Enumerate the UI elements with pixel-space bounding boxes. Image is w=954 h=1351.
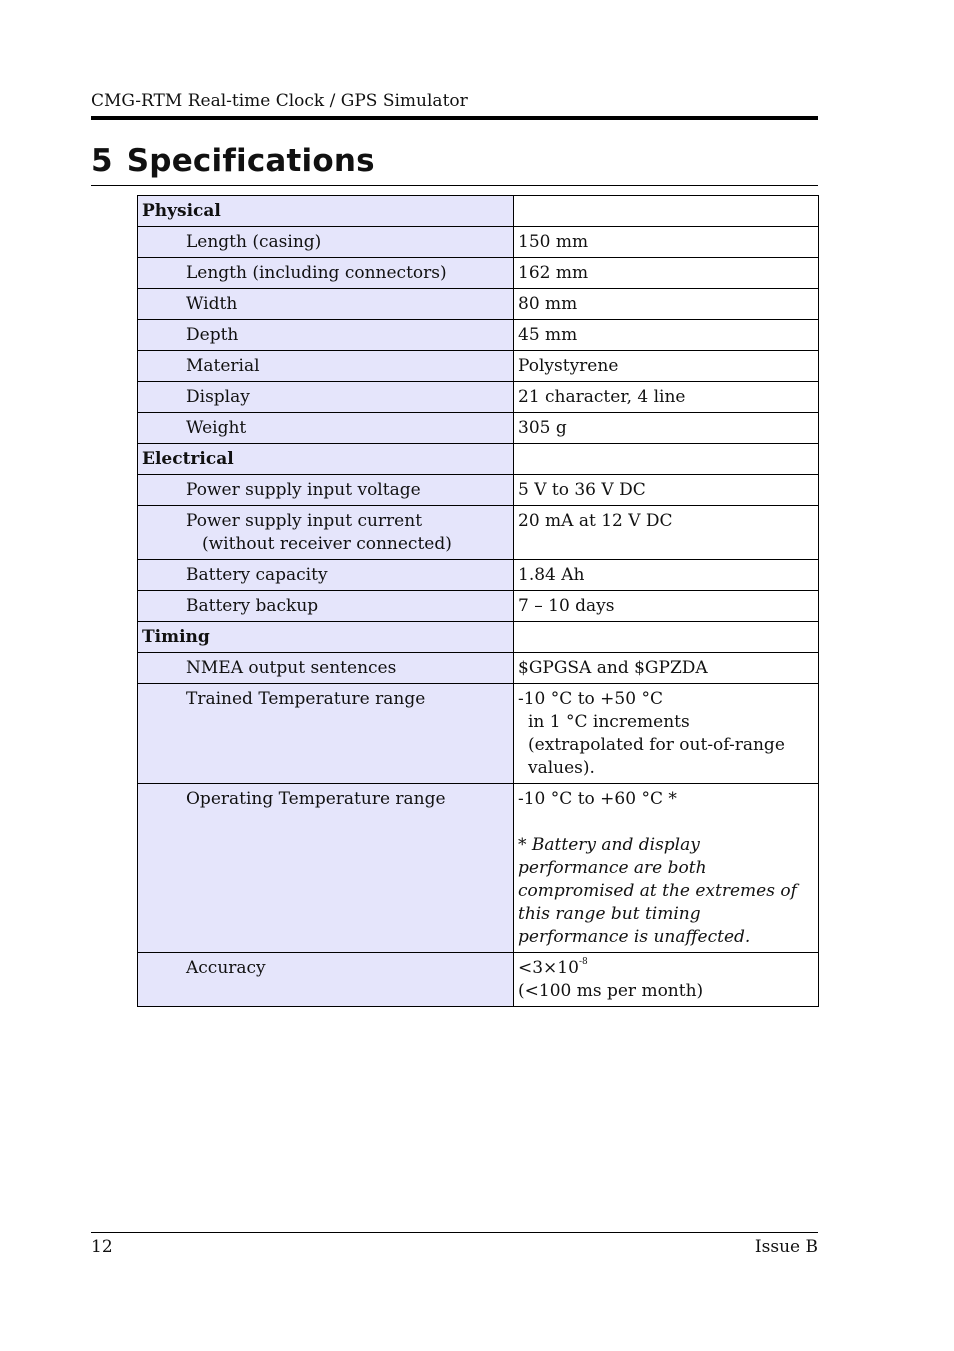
spec-row-supply-voltage [138, 475, 819, 506]
spec-label: Trained Temperature range [138, 684, 514, 784]
spec-value: 150 mm [514, 227, 819, 258]
section-heading: Electrical [138, 444, 514, 475]
section-number: 5 [91, 143, 113, 179]
section-title [91, 143, 375, 179]
specifications-table [137, 195, 819, 1007]
spec-row-material [138, 351, 819, 382]
spec-label: Length (casing) [138, 227, 514, 258]
spec-value: 5 V to 36 V DC [514, 475, 819, 506]
spec-value-exponent: -8 [578, 957, 588, 967]
spec-value-line1: -10 °C to +60 °C * [518, 789, 677, 809]
spec-row-trained-temp [138, 684, 819, 784]
spec-value: 1.84 Ah [514, 560, 819, 591]
running-header: CMG-RTM Real-time Clock / GPS Simulator [91, 91, 468, 111]
spec-label: Accuracy [138, 953, 514, 1007]
spec-label: Battery capacity [138, 560, 514, 591]
footer-rule [91, 1232, 818, 1233]
spec-label: Width [138, 289, 514, 320]
spec-label [138, 506, 514, 560]
spec-row-accuracy [138, 953, 819, 1007]
spec-value-line3: (extrapolated for out-of-range values). [528, 735, 785, 778]
spec-row-supply-current [138, 506, 819, 560]
spec-label: Power supply input voltage [138, 475, 514, 506]
title-rule [91, 185, 818, 186]
section-row-electrical [138, 444, 819, 475]
section-title-text: Specifications [126, 143, 375, 179]
spec-row-weight [138, 413, 819, 444]
section-row-physical [138, 196, 819, 227]
spec-row-depth [138, 320, 819, 351]
spec-label: Operating Temperature range [138, 784, 514, 953]
spec-value [514, 784, 819, 953]
spec-value: 162 mm [514, 258, 819, 289]
spec-label: Material [138, 351, 514, 382]
spec-value-line2: in 1 °C increments [528, 712, 690, 732]
spec-label: Length (including connectors) [138, 258, 514, 289]
spec-value: 20 mA at 12 V DC [514, 506, 819, 560]
spec-row-operating-temp [138, 784, 819, 953]
issue-label: Issue B [754, 1237, 818, 1257]
spec-row-display [138, 382, 819, 413]
spec-label: Depth [138, 320, 514, 351]
spec-row-width [138, 289, 819, 320]
spec-value: $GPGSA and $GPZDA [514, 653, 819, 684]
spec-row-length-connectors [138, 258, 819, 289]
spec-value: 45 mm [514, 320, 819, 351]
section-heading: Timing [138, 622, 514, 653]
spec-row-battery-backup [138, 591, 819, 622]
footnote-text: * Battery and display performance are both compromised at the extremes of this range but timing performance is unaffected. [518, 835, 797, 947]
spec-label: Weight [138, 413, 514, 444]
spec-label-line1: Power supply input current [186, 511, 423, 531]
spec-value-line1: -10 °C to +50 °C [518, 689, 663, 709]
section-row-timing [138, 622, 819, 653]
section-heading: Physical [138, 196, 514, 227]
spec-value [514, 953, 819, 1007]
spec-label: Display [138, 382, 514, 413]
spec-value: Polystyrene [514, 351, 819, 382]
spec-value: 7 – 10 days [514, 591, 819, 622]
spec-value: 305 g [514, 413, 819, 444]
spec-value-line2: (<100 ms per month) [518, 981, 704, 1001]
spec-value: 21 character, 4 line [514, 382, 819, 413]
spec-value [514, 684, 819, 784]
spec-label: Battery backup [138, 591, 514, 622]
spec-value: 80 mm [514, 289, 819, 320]
spec-row-nmea [138, 653, 819, 684]
spec-value-base: <3×10 [518, 958, 579, 978]
page-number: 12 [91, 1237, 113, 1257]
spec-label: NMEA output sentences [138, 653, 514, 684]
spec-row-battery-capacity [138, 560, 819, 591]
spec-label-line2: (without receiver connected) [202, 534, 452, 554]
spec-row-length-casing [138, 227, 819, 258]
header-rule [91, 116, 818, 120]
